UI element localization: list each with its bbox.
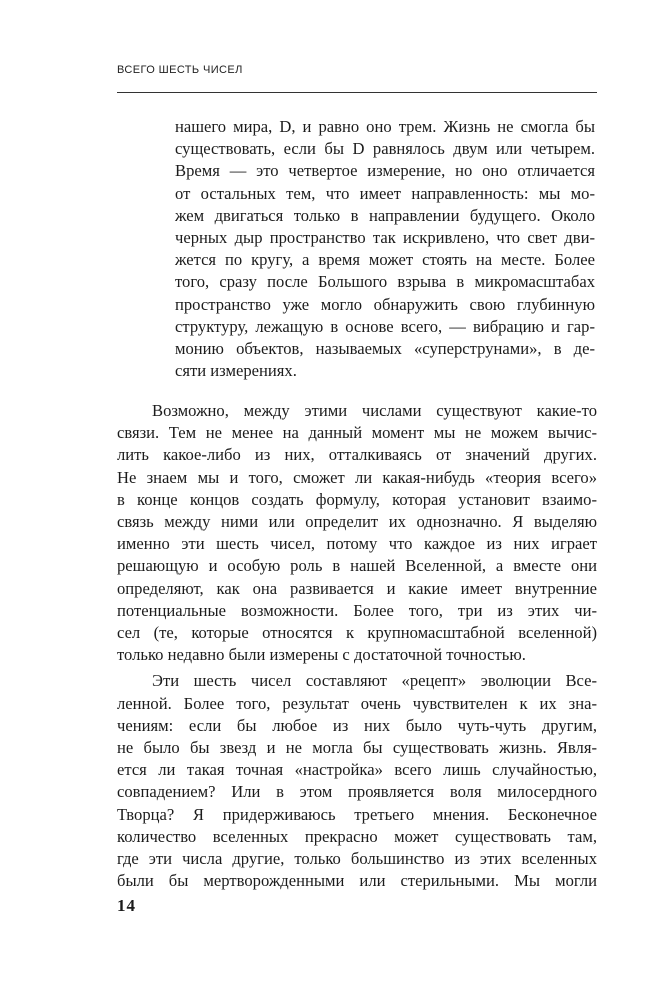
text-line: пространство уже могло обнаружить свою глубинную [175,294,595,314]
text-line: ленной. Более того, результат очень чувствителен к их зна- [117,693,597,713]
text-line: количество вселенных прекрасно может существовать там, [117,826,597,846]
text-line: связи. Тем не менее на данный момент мы не можем вычис- [117,423,597,443]
header-rule [117,92,597,93]
text-line: чениям: если бы любое из них было чуть-чуть другим, [117,715,597,735]
text-line: потенциальные возможности. Более того, три из этих чи- [117,600,597,620]
text-line: в конце концов создать формулу, которая установит взаимо- [117,489,597,509]
text-line: Творца? Я придерживаюсь третьего мнения. Бесконечное [117,804,597,824]
text-line: только недавно были измерены с достаточной точностью. [117,645,526,665]
text-line: сел (те, которые относятся к крупномасштабной вселенной) [117,623,597,642]
text-line: Эти шесть чисел составляют «рецепт» эволюции Все- [152,671,597,691]
text-line: сяти измерениях. [175,361,297,381]
text-line: где эти числа другие, только большинство из этих вселенных [117,849,597,868]
text-line: именно эти шесть чисел, потому что каждое из них играет [117,534,597,554]
running-head: ВСЕГО ШЕСТЬ ЧИСЕЛ [117,64,243,76]
text-line: жется по кругу, а время может стоять на месте. Более [175,250,595,270]
text-line: совпадением? Или в этом проявляется воля милосердного [117,782,597,802]
text-line: Время — это четвертое измерение, но оно отличается [175,161,595,181]
text-line: от остальных тем, что имеет направленность: мы мо- [175,183,595,203]
text-line: определяют, как она развивается и какие имеет внутренние [117,578,597,598]
page-number: 14 [117,896,136,915]
text-line: Возможно, между этими числами существуют какие-то [152,401,597,420]
text-line: решающую и особую роль в нашей Вселенной, а вместе они [117,556,597,576]
text-line: монию объектов, называемых «суперструнами», в де- [175,339,595,358]
text-line: черных дыр пространство так искривлено, что свет дви- [175,228,595,247]
text-line: того, сразу после Большого взрыва в микромасштабах [175,272,595,292]
text-line: жем двигаться только в направлении будущего. Около [175,205,595,225]
text-line: структуру, лежащую в основе всего, — вибрацию и гар- [175,316,595,336]
text-line: не было бы звезд и не могла бы существовать жизнь. Явля- [117,738,597,757]
text-line: нашего мира, D, и равно оно трем. Жизнь не смогла бы [175,117,595,136]
text-line: были бы мертворожденными или стерильными. Мы могли [117,871,597,891]
text-line: существовать, если бы D равнялось двум или четырем. [175,139,595,159]
text-line: Не знаем мы и того, сможет ли какая-нибудь «теория всего» [117,467,597,487]
text-line: лить какое-либо из них, отталкиваясь от значений других. [117,445,597,465]
text-line: связь между ними или определит их однозначно. Я выделяю [117,512,597,531]
text-line: ется ли такая точная «настройка» всего лишь случайностью, [117,760,597,780]
